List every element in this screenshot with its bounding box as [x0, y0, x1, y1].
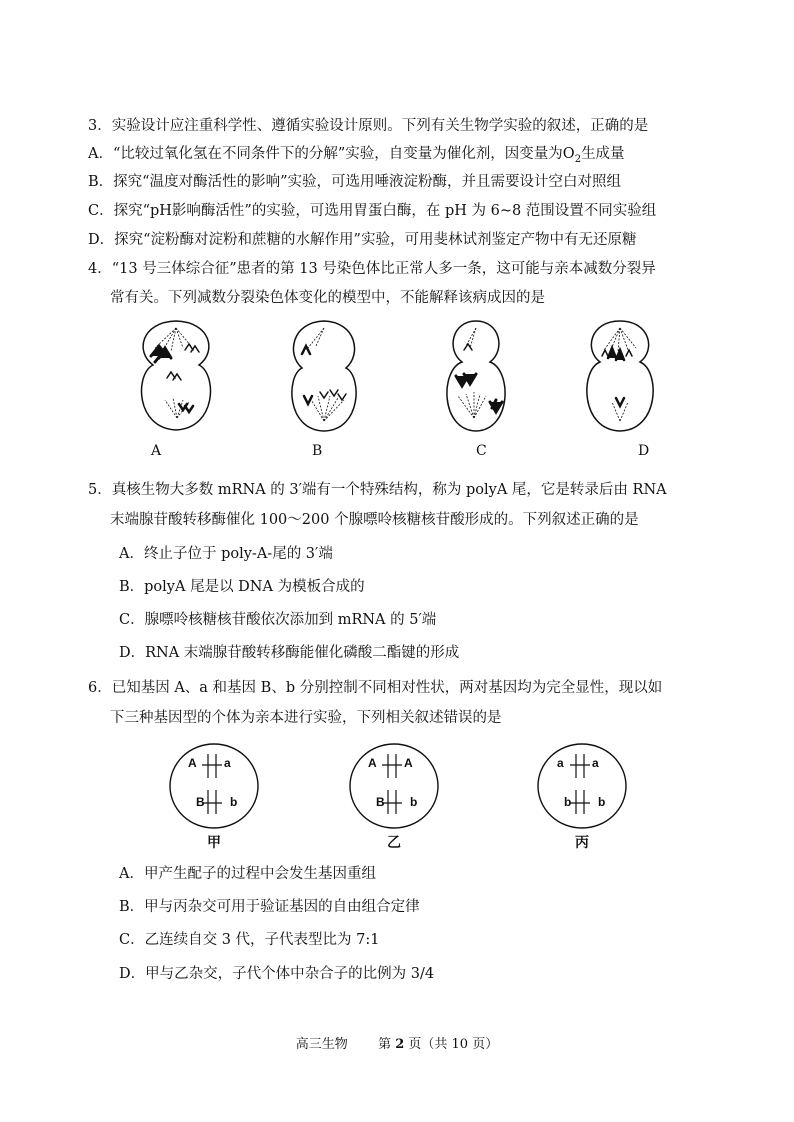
q6-bing-top-right: a	[592, 756, 599, 770]
q4-label-a: A	[151, 443, 162, 459]
q6-option-b: B．甲与丙杂交可用于验证基因的自由组合定律	[119, 899, 420, 915]
q3-option-a	[88, 144, 625, 170]
q4-cell-figure-d	[582, 318, 658, 434]
q6-cell-bing	[534, 740, 630, 836]
q6-bing-bottom-right: b	[598, 795, 606, 809]
q5-option-b: B．polyA 尾是以 DNA 为模板合成的	[119, 579, 365, 595]
q6-jia-top-right: a	[224, 756, 231, 770]
q6-jia-bottom-left: B	[196, 795, 205, 809]
q4-cell-figure-a	[133, 318, 219, 434]
q6-option-a: A．甲产生配子的过程中会发生基因重组	[119, 866, 376, 882]
q5-option-a: A．终止子位于 poly-A-尾的 3′端	[119, 546, 333, 562]
q5-stem-2: 末端腺苷酸转移酶催化 100～200 个腺嘌呤核糖核苷酸形成的。下列叙述正确的是	[110, 512, 639, 528]
q6-stem-2: 下三种基因型的个体为亲本进行实验，下列相关叙述错误的是	[110, 710, 502, 726]
q3-option-c: C．探究“pH影响酶活性”的实验，可选用胃蛋白酶，在 pH 为 6~8 范围设置不同实验组	[88, 203, 657, 219]
q6-cell-yi-label: 乙	[387, 835, 401, 851]
q6-cell-bing-label: 丙	[575, 835, 589, 851]
footer-subject: 高三生物	[295, 1037, 348, 1052]
q3-option-a-subscript: 2	[574, 153, 582, 165]
q4-cell-figure-c	[440, 318, 512, 434]
q6-option-c: C．乙连续自交 3 代，子代表型比为 7:1	[119, 932, 380, 948]
q4-stem-2: 常有关。下列减数分裂染色体变化的模型中，不能解释该病成因的是	[110, 290, 545, 306]
q5-stem-1: 5．真核生物大多数 mRNA 的 3′端有一个特殊结构，称为 polyA 尾，它是转录后由 RNA	[88, 482, 667, 498]
q6-cell-jia-label: 甲	[207, 835, 221, 851]
q3-stem: 3．实验设计应注重科学性、遵循实验设计原则。下列有关生物学实验的叙述，正确的是	[88, 118, 649, 134]
footer-page-prefix: 第	[378, 1037, 392, 1052]
q6-yi-bottom-left: B	[376, 795, 385, 809]
q5-option-c: C．腺嘌呤核糖核苷酸依次添加到 mRNA 的 5′端	[119, 612, 437, 628]
q5-option-d: D．RNA 末端腺苷酸转移酶能催化磷酸二酯键的形成	[119, 645, 460, 661]
q4-stem-1: 4．“13 号三体综合征”患者的第 13 号染色体比正常人多一条，这可能与亲本减数分裂异	[88, 261, 656, 277]
q6-cell-yi	[346, 740, 442, 836]
q3-option-d: D．探究“淀粉酶对淀粉和蔗糖的水解作用”实验，可用斐林试剂鉴定产物中有无还原糖	[88, 232, 637, 248]
q6-bing-bottom-left: b	[564, 795, 572, 809]
q4-label-c: C	[476, 443, 487, 459]
q4-label-b: B	[312, 443, 323, 459]
q6-stem-1: 6．已知基因 A、a 和基因 B、b 分别控制不同相对性状，两对基因均为完全显性，现以如	[88, 680, 663, 696]
q3-option-b: B．探究“温度对酶活性的影响”实验，可选用唾液淀粉酶，并且需要设计空白对照组	[88, 174, 621, 190]
q6-yi-top-right: A	[404, 756, 413, 770]
q3-option-a-text: A．“比较过氧化氢在不同条件下的分解”实验，自变量为催化剂，因变量为O	[88, 146, 575, 162]
footer-page-number: 2	[395, 1037, 405, 1052]
q6-yi-bottom-right: b	[410, 795, 418, 809]
q4-cell-figure-b	[286, 318, 362, 434]
q6-option-d: D．甲与乙杂交，子代个体中杂合子的比例为 3/4	[119, 966, 435, 982]
footer-page-suffix: 页（共 10 页）	[408, 1037, 499, 1052]
q6-jia-top-left: A	[188, 756, 197, 770]
page-footer	[0, 1033, 794, 1052]
q6-bing-top-left: a	[557, 756, 564, 770]
q4-label-d: D	[638, 443, 650, 459]
q6-yi-top-left: A	[368, 756, 377, 770]
q6-cell-jia	[166, 740, 262, 836]
q6-jia-bottom-right: b	[230, 795, 238, 809]
q3-option-a-tail: 生成量	[581, 146, 625, 162]
